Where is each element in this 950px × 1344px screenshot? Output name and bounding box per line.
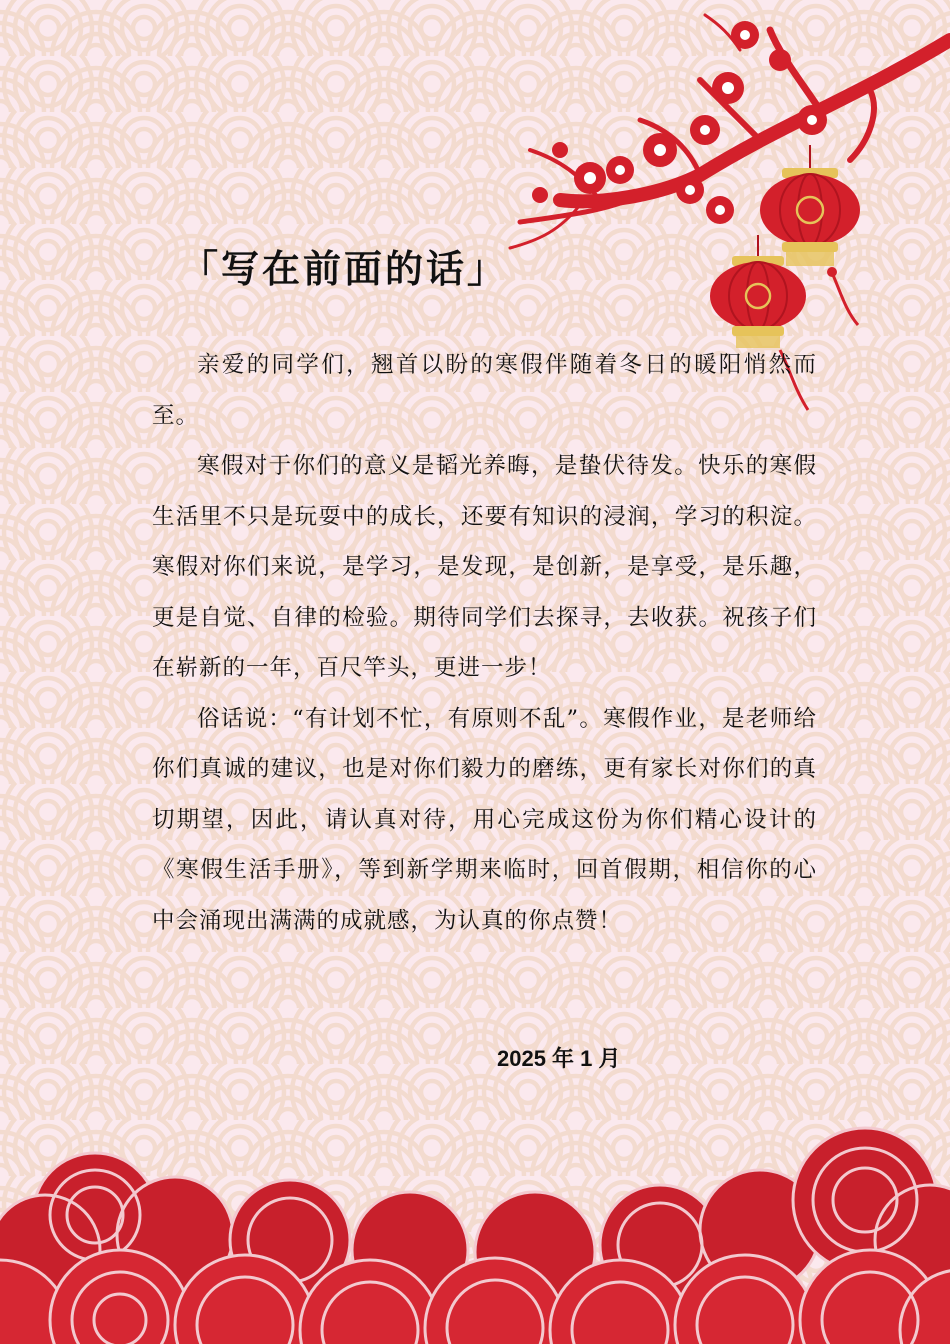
page-title: 「写在前面的话」 — [180, 246, 509, 291]
letter-date: 2025 年 1 月 — [497, 1046, 621, 1071]
paragraph: 亲爱的同学们，翘首以盼的寒假伴随着冬日的暖阳悄然而至。 — [152, 352, 817, 429]
paragraph: 俗话说：“有计划不忙，有原则不乱”。寒假作业，是老师给你们真诚的建议，也是对你们毅力的磨练，更有家长对你们的真切期望，因此，请认真对待，用心完成这份为你们精心设计的《寒假生活手册》，等到新学期来临时，回首假期，相信你的心中会涌现出满满的成就感，为认真的你点赞！ — [152, 705, 817, 934]
letter-body — [152, 340, 817, 946]
paragraph: 寒假对于你们的意义是韬光养晦，是蛰伏待发。快乐的寒假生活里不只是玩耍中的成长，还要有知识的浸润，学习的积淀。寒假对你们来说，是学习，是发现，是创新，是享受，是乐趣，更是自觉、自律的检验。期待同学们去探寻，去收获。祝孩子们在崭新的一年，百尺竿头，更进一步！ — [152, 453, 817, 681]
